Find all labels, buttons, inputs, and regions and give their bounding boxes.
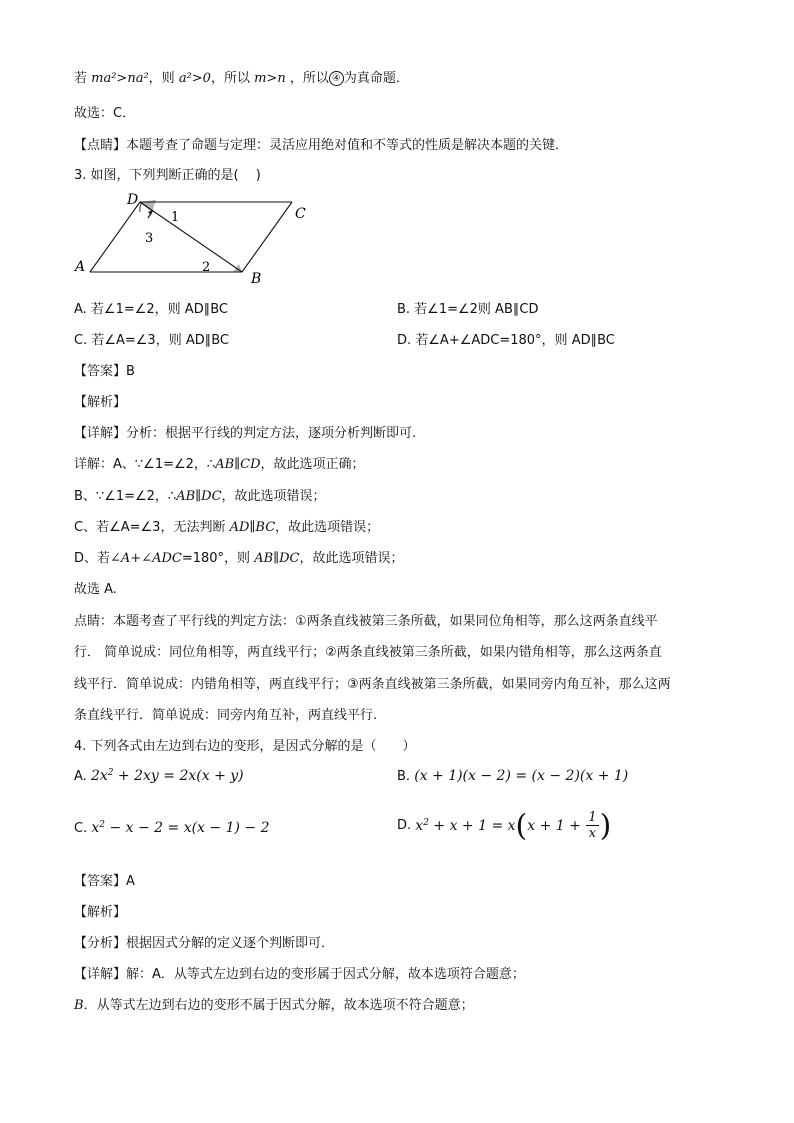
fraction: $\frac{1}{x}$ [588,810,597,841]
q4-stem: 4. 下列各式由左边到右边的变形，是因式分解的是（ ） [74,739,416,754]
q3-choice: 故选 A. [74,582,117,597]
angle-3-label: 3 [145,231,154,246]
text: C、若∠A=∠3，无法判断 [74,520,230,535]
text: 为真命题． [343,71,409,86]
math-expr: m>n [254,71,286,86]
angle-1-label: 1 [171,210,180,225]
q3-detail-b [74,485,326,504]
q4-analysis: 【分析】根据因式分解的定义逐个判断即可． [74,936,335,951]
option-expr: $2x^2 + 2xy = 2x(x + y)$ [90,768,244,784]
q2-conclusion-line [74,67,409,86]
text: D、若 [74,551,111,566]
text: ，故此选项错误； [221,489,326,504]
q4-option-d [397,808,611,843]
text: ，故此选项错误； [275,520,380,535]
vertex-c-label: C [295,206,306,222]
vertex-b-label: B [251,271,262,287]
option-letter: B [74,998,84,1013]
math-expr: ma²>na² [91,71,149,86]
text: ，则 [148,71,179,86]
text: 若 [74,71,92,86]
q4-analysis-head: 【解析】 [74,905,127,920]
q3-detail-d [74,547,404,566]
text: =180°，则 [181,551,255,566]
text: ，故此选项正确； [260,457,365,472]
circled-number: ④ [329,71,344,86]
q3-option-a: A. 若∠1=∠2，则 AD∥BC [74,302,228,317]
math-expr: AD∥BC [229,520,276,535]
q4-answer: 【答案】A [74,874,135,889]
math-expr: a²>0 [178,71,211,86]
option-expr: $x^2 - x - 2 = x(x - 1) - 2$ [91,820,270,836]
option-label: B. [397,769,411,784]
math-expr: AB∥DC [254,551,300,566]
q4-detail-line-2 [74,994,474,1013]
option-expr: (x + 1)(x − 2) = (x − 2)(x + 1) [414,768,629,784]
text: 详解：A、∵∠1=∠2，∴ [74,457,216,472]
q2-choice: 故选：C． [74,106,136,121]
option-label: C. [74,821,88,836]
q3-option-c: C. 若∠A=∠3，则 AD∥BC [74,333,230,348]
text: ，所以 [210,71,255,86]
q3-answer: 【答案】B [74,364,135,379]
q3-detail-head: 【详解】分析：根据平行线的判定方法，逐项分析判断即可. [74,426,417,441]
option-label: D. [397,818,412,833]
q3-stem: 3. 如图，下列判断正确的是( ) [74,168,261,183]
q4-option-b [397,768,628,784]
q3-detail-a [74,453,365,472]
q4-option-a [74,768,244,784]
text: ，故此选项错误； [299,551,404,566]
text: ，所以 [285,71,329,86]
diagonal-db [140,202,242,272]
q4-detail-line-1: 【详解】解：A．从等式左边到右边的变形属于因式分解，故本选项符合题意； [74,967,525,982]
math-expr: AB∥DC [176,489,222,504]
vertex-a-label: A [75,259,86,275]
math-expr: AB∥CD [215,457,261,472]
q3-review-line-4: 条直线平行．简单说成：同旁内角互补，两直线平行. [74,708,378,723]
q3-detail-c [74,516,379,535]
q3-option-d: D. 若∠A+∠ADC=180°，则 AD∥BC [397,333,615,348]
vertex-d-label: D [127,192,139,208]
parallelogram-figure [70,190,330,290]
text: ．从等式左边到右边的变形不属于因式分解，故本选项不符合题意； [83,998,474,1013]
q3-review-line-1: 点睛：本题考查了平行线的判定方法：①两条直线被第三条所截，如果同位角相等，那么这两条直线平 [74,614,658,629]
option-expr: $x^2 + x + 1 = x(x + 1$ + $\frac{1}{x}$ ) [415,808,612,843]
text: B、∵∠1=∠2，∴ [74,489,177,504]
q2-review: 【点睛】本题考查了命题与定理：灵活应用绝对值和不等式的性质是解决本题的关键． [74,138,569,153]
q3-analysis-head: 【解析】 [74,395,127,410]
side-ad [90,202,140,272]
side-cb [242,202,292,272]
q4-option-c [74,820,270,836]
q3-review-line-2: 行． 简单说成：同位角相等，两直线平行；②两条直线被第三条所截，如果内错角相等，那么这两条直 [74,645,662,660]
math-expr: ∠A+∠ADC [110,551,182,566]
angle-2-label: 2 [202,260,211,275]
q3-review-line-3: 线平行．简单说成：内错角相等，两直线平行；③两条直线被第三条所截，如果同旁内角互补，那么这两 [74,677,671,692]
q3-option-b: B. 若∠1=∠2则 AB∥CD [397,302,539,317]
option-label: A. [74,769,87,784]
